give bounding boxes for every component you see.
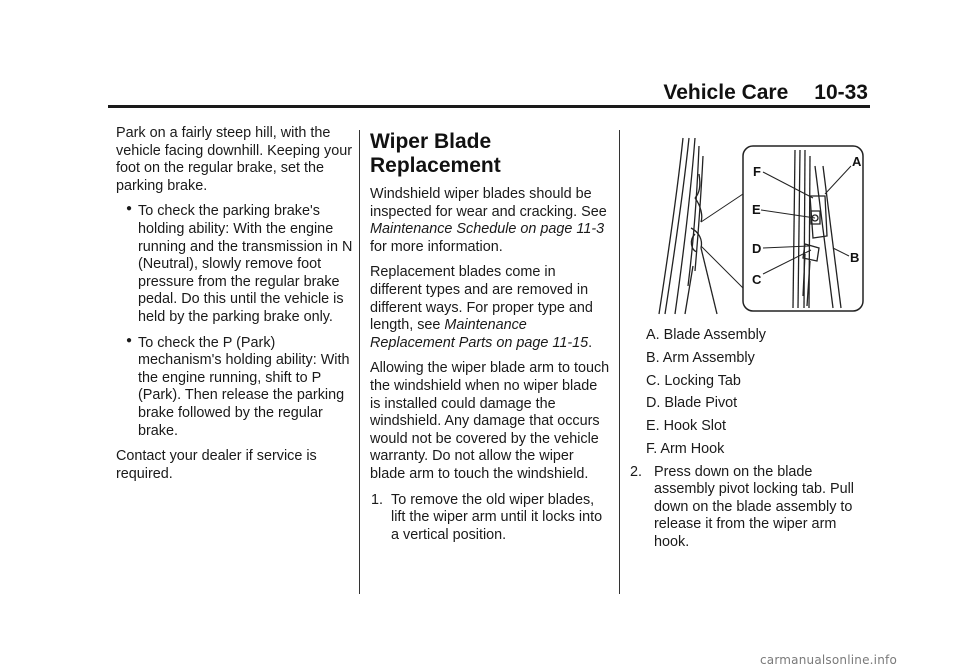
closing-paragraph: Contact your dealer if service is required. <box>116 448 317 482</box>
callout-label-f: F <box>753 164 761 179</box>
section-heading: Wiper Blade Replacement <box>370 130 501 177</box>
bullet-text: To check the parking brake's holding ability: With the engine running and the transmission in N (Neutral), slowly remove foot pressure from the regular brake pedal. Do this until the vehicle is held by the parking brake only. <box>138 203 353 325</box>
legend-item: A. Blade Assembly <box>646 327 766 343</box>
legend-item: F. Arm Hook <box>646 440 725 457</box>
callout-label-a: A <box>852 154 862 169</box>
callout-label-c: C <box>752 272 762 287</box>
callout-label-d: D <box>752 241 762 256</box>
bullet-icon: ● <box>126 203 133 215</box>
legend-item: D. Blade Pivot <box>646 395 738 412</box>
header-page-number: 10-33 <box>814 81 868 104</box>
bullet-icon: ● <box>126 334 133 346</box>
step-number: 2. <box>630 463 643 480</box>
callout-label-b: B <box>850 250 860 265</box>
wiper-diagram-svg <box>655 136 865 316</box>
legend-item: B. Arm Assembly <box>646 349 755 366</box>
legend-item: C. Locking Tab <box>646 372 741 389</box>
wiper-blade-diagram <box>655 136 865 316</box>
callout-label-e: E <box>752 202 761 217</box>
paragraph: Replacement blades come in different types and are removed in different ways. For proper type and length, see Maintenance Replacement Parts on page 11-15. <box>370 264 593 351</box>
step-number: 1. <box>371 491 384 508</box>
step-text: Press down on the blade assembly pivot locking tab. Pull down on the blade assembly to release it from the wiper arm hook. <box>654 463 854 551</box>
bullet-text: To check the P (Park) mechanism's holding ability: With the engine running, shift to P (Park). Then release the parking brake followed by the regular brake. <box>138 334 350 439</box>
bullet-item <box>116 335 354 441</box>
column-middle <box>370 130 610 552</box>
header-section-title: Vehicle Care <box>663 81 789 104</box>
cross-reference-link[interactable]: Maintenance Replacement Parts on page 11-15 <box>370 317 589 351</box>
paragraph: Windshield wiper blades should be inspected for wear and cracking. See Maintenance Schedule on page 11-3 for more information. <box>370 186 607 255</box>
page-header <box>108 82 868 104</box>
warning-paragraph: Allowing the wiper blade arm to touch the windshield when no wiper blade is installed could damage the windshield. Any damage that occurs would not be covered by the vehicle warranty. Do not allow the wiper blade arm to touch the windshield. <box>370 360 610 482</box>
cross-reference-link[interactable]: Maintenance Schedule on page 11-3 <box>370 221 605 238</box>
intro-paragraph: Park on a fairly steep hill, with the vehicle facing downhill. Keeping your foot on the regular brake, set the parking brake. <box>116 125 352 194</box>
column-divider <box>619 130 620 594</box>
column-left <box>116 125 354 491</box>
header-rule <box>108 105 870 108</box>
column-divider <box>359 130 360 594</box>
column-right <box>630 327 870 560</box>
watermark-text: carmanualsonline.info <box>760 653 897 667</box>
step-item <box>370 492 610 545</box>
legend-item: E. Hook Slot <box>646 418 726 435</box>
step-text: To remove the old wiper blades, lift the wiper arm until it locks into a vertical position. <box>391 491 603 543</box>
bullet-item <box>116 203 354 326</box>
step-item <box>630 464 870 552</box>
